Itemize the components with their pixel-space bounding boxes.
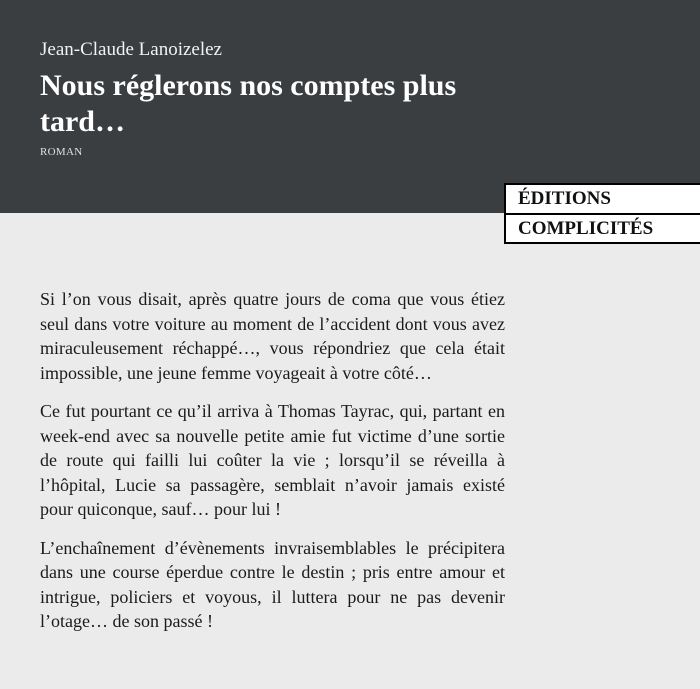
blurb-paragraph: Si l’on vous disait, après quatre jours de coma que vous étiez seul dans votre voiture au moment de l’accident dont vous avez miraculeusement réchappé…, vous répondriez que cela était impossible, une jeune femme voyageait à votre côté… <box>40 289 505 383</box>
publisher-label-line1: ÉDITIONS <box>504 183 700 213</box>
genre-label: ROMAN <box>40 146 83 158</box>
author-name: Jean-Claude Lanoizelez <box>40 39 222 60</box>
blurb-paragraph: Ce fut pourtant ce qu’il arriva à Thomas Tayrac, qui, partant en week-end avec sa nouvelle petite amie fut victime d’une sortie de route qui failli lui coûter la vie ; lorsqu’il se réveilla à l’hôpital, Lucie sa passagère, semblait n’avoir jamais existé pour quiconque, sauf… pour lui ! <box>40 401 505 519</box>
blurb-paragraph: L’enchaînement d’évènements invraisemblables le précipitera dans une course éperdue contre le destin ; pris entre amour et intrigue, policiers et voyous, il luttera pour ne pas devenir l’otage… de son passé ! <box>40 537 505 631</box>
cover-header-band <box>0 0 700 213</box>
book-title: Nous réglerons nos comptes plus tard… <box>40 69 457 138</box>
back-cover-blurb <box>40 287 505 648</box>
publisher-label-line2: COMPLICITÉS <box>504 213 700 244</box>
